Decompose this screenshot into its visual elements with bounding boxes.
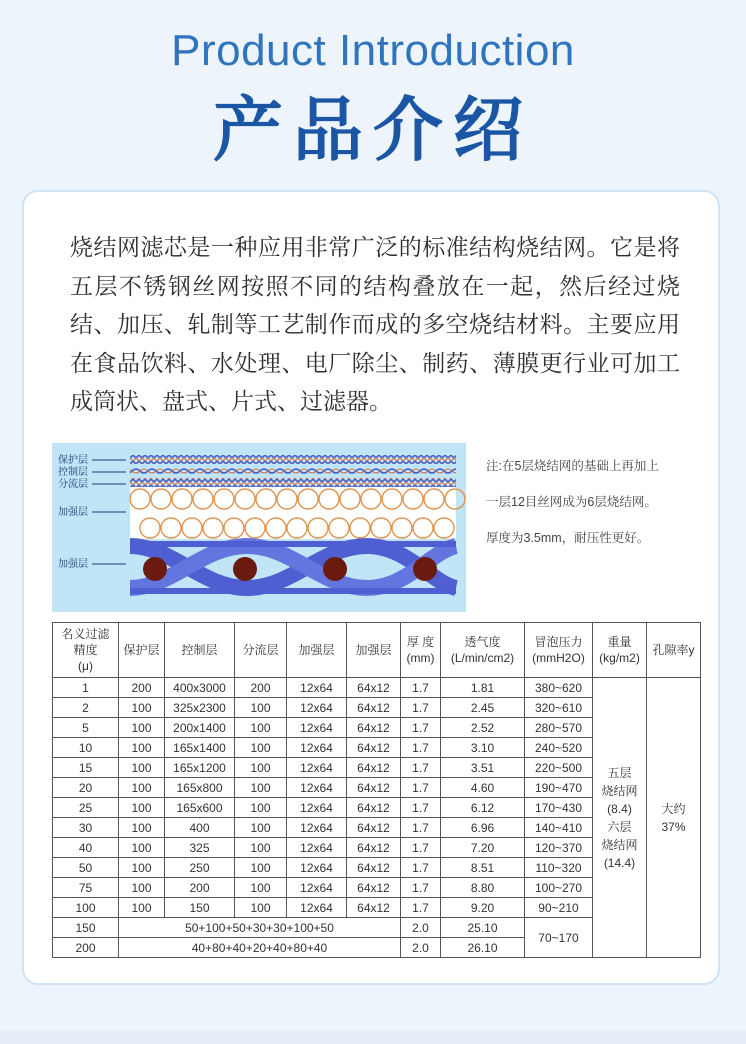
table-cell: 100 [235,738,287,758]
table-cell: 100 [235,858,287,878]
table-cell: 400 [165,818,235,838]
table-cell: 50+100+50+30+30+100+50 [119,918,401,938]
note-line-3: 厚度为3.5mm，耐压性更好。 [486,531,650,545]
table-cell: 12x64 [287,818,347,838]
table-cell: 25 [53,798,119,818]
table-cell: 100 [119,838,165,858]
weight-line: (8.4) [607,801,632,816]
table-cell: 165x1400 [165,738,235,758]
table-cell: 1.7 [401,898,441,918]
header-weight: 重量 (kg/m2) [593,623,647,678]
table-cell: 12x64 [287,798,347,818]
table-cell: 12x64 [287,778,347,798]
table-cell: 100 [235,698,287,718]
table-cell: 100 [235,818,287,838]
table-cell: 100 [119,778,165,798]
table-cell: 100 [119,758,165,778]
table-cell: 1.7 [401,858,441,878]
table-cell: 100 [235,758,287,778]
table-cell: 165x800 [165,778,235,798]
table-cell: 100 [119,718,165,738]
table-cell: 100 [119,798,165,818]
table-cell: 12x64 [287,838,347,858]
table-cell: 120~370 [525,838,593,858]
header-control: 控制层 [165,623,235,678]
table-cell: 150 [165,898,235,918]
table-cell: 165x600 [165,798,235,818]
diverge-layer [130,478,456,487]
table-cell: 75 [53,878,119,898]
table-cell: 2.45 [441,698,525,718]
table-cell: 100 [235,718,287,738]
table-cell: 64x12 [347,758,401,778]
table-cell: 9.20 [441,898,525,918]
bottom-strip [0,1030,746,1044]
porosity-cell [647,678,701,958]
weight-cell [593,678,647,958]
table-cell: 170~430 [525,798,593,818]
table-cell: 200x1400 [165,718,235,738]
table-cell: 7.20 [441,838,525,858]
table-cell: 200 [235,678,287,698]
table-cell: 280~570 [525,718,593,738]
table-cell: 64x12 [347,878,401,898]
header-permeability: 透气度 (L/min/cm2) [441,623,525,678]
table-cell: 325x2300 [165,698,235,718]
table-cell: 64x12 [347,678,401,698]
table-cell: 2.0 [401,938,441,958]
table-cell: 1.7 [401,818,441,838]
wire-dot [233,557,257,581]
table-cell: 70~170 [525,918,593,958]
table-cell: 100 [235,798,287,818]
header-reinforce-1: 加强层 [287,623,347,678]
table-row [53,678,701,698]
note-line-1: 注:在5层烧结网的基础上再加上 [486,459,659,473]
header-bubble: 冒泡压力 (mmH2O) [525,623,593,678]
table-cell: 64x12 [347,718,401,738]
table-cell: 6.12 [441,798,525,818]
note [486,456,716,564]
wire-dot [143,557,167,581]
table-cell: 1.7 [401,798,441,818]
table-cell: 8.80 [441,878,525,898]
table-cell: 2.0 [401,918,441,938]
table-cell: 10 [53,738,119,758]
table-cell: 4.60 [441,778,525,798]
note-line-2: 一层12目丝网成为6层烧结网。 [486,495,657,509]
table-cell: 40 [53,838,119,858]
table-cell: 100 [119,898,165,918]
table-cell: 2.52 [441,718,525,738]
table-cell: 1 [53,678,119,698]
table-cell: 1.7 [401,758,441,778]
header-porosity: 孔隙率y [647,623,701,678]
diagram-label-control: 控制层 [58,467,88,478]
diagram-label-diverge: 分流层 [58,479,88,490]
table-cell: 1.7 [401,718,441,738]
diagram-label-protect: 保护层 [58,455,88,466]
table-cell: 12x64 [287,758,347,778]
layer-diagram-svg [52,443,466,612]
porosity-line: 37% [661,819,686,834]
weight-line: 烧结网 [601,783,638,798]
table-cell: 200 [53,938,119,958]
table-cell: 12x64 [287,678,347,698]
header-protect: 保护层 [119,623,165,678]
table-cell: 90~210 [525,898,593,918]
table-cell: 64x12 [347,798,401,818]
title-cn: 产品介绍 [213,91,533,169]
control-layer [130,466,456,476]
table-cell: 380~620 [525,678,593,698]
table-cell: 64x12 [347,698,401,718]
wire-dot [323,557,347,581]
table-cell: 1.7 [401,698,441,718]
table-cell: 64x12 [347,818,401,838]
diagram-label-reinforce-1: 加强层 [58,507,88,518]
table-header-row [53,623,701,678]
header-thickness: 厚 度 (mm) [401,623,441,678]
table-cell: 64x12 [347,838,401,858]
table-cell: 100~270 [525,878,593,898]
table-cell: 1.7 [401,838,441,858]
table-cell: 6.96 [441,818,525,838]
table-cell: 190~470 [525,778,593,798]
table-cell: 12x64 [287,698,347,718]
weight-line: (14.4) [603,855,636,870]
spec-table [52,622,701,958]
table-cell: 20 [53,778,119,798]
table-cell: 320~610 [525,698,593,718]
table-cell: 26.10 [441,938,525,958]
wire-dot [413,557,437,581]
table-cell: 100 [119,878,165,898]
table-cell: 1.81 [441,678,525,698]
table-cell: 200 [119,678,165,698]
table-cell: 2 [53,698,119,718]
table-cell: 165x1200 [165,758,235,778]
weight-line: 五层 [607,765,632,780]
table-cell: 100 [119,738,165,758]
table-cell: 3.10 [441,738,525,758]
table-cell: 100 [235,778,287,798]
table-cell: 220~500 [525,758,593,778]
table-cell: 200 [165,878,235,898]
table-cell: 3.51 [441,758,525,778]
table-cell: 12x64 [287,738,347,758]
table-cell: 140~410 [525,818,593,838]
porosity-line: 大约 [661,801,686,816]
title-en: Product Introduction [171,26,575,75]
protect-layer [130,455,456,464]
diagram-label-reinforce-2: 加强层 [58,559,88,570]
intro-paragraph: 烧结网滤芯是一种应用非常广泛的标准结构烧结网。它是将五层不锈钢丝网按照不同的结构叠放在一起，然后经过烧结、加压、轧制等工艺制作而成的多空烧结材料。主要应用在食品饮料、水处理、电厂除尘、制药、薄膜更行业可加工成筒状、盘式、片式、过滤器。 [70,234,680,414]
table-cell: 50 [53,858,119,878]
table-cell: 1.7 [401,678,441,698]
table-cell: 40+80+40+20+40+80+40 [119,938,401,958]
table-cell: 8.51 [441,858,525,878]
table-cell: 1.7 [401,778,441,798]
table-cell: 64x12 [347,898,401,918]
table-cell: 250 [165,858,235,878]
table-cell: 1.7 [401,878,441,898]
table-cell: 100 [53,898,119,918]
table-cell: 1.7 [401,738,441,758]
table-cell: 12x64 [287,858,347,878]
weight-line: 六层 [607,819,632,834]
table-cell: 12x64 [287,898,347,918]
table-cell: 150 [53,918,119,938]
table-cell: 64x12 [347,778,401,798]
table-cell: 12x64 [287,718,347,738]
table-cell: 100 [235,838,287,858]
table-cell: 325 [165,838,235,858]
table-cell: 400x3000 [165,678,235,698]
table-cell: 100 [235,898,287,918]
weight-line: 烧结网 [601,837,638,852]
table-cell: 100 [119,818,165,838]
table-cell: 64x12 [347,858,401,878]
layer-diagram [52,443,466,612]
table-cell: 110~320 [525,858,593,878]
table-cell: 5 [53,718,119,738]
table-cell: 15 [53,758,119,778]
table-cell: 240~520 [525,738,593,758]
table-cell: 30 [53,818,119,838]
table-cell: 100 [119,698,165,718]
table-cell: 100 [119,858,165,878]
table-cell: 12x64 [287,878,347,898]
table-cell: 64x12 [347,738,401,758]
header-precision: 名义过滤 精度 (μ) [53,623,119,678]
table-cell: 100 [235,878,287,898]
header-reinforce-2: 加强层 [347,623,401,678]
header-diverge: 分流层 [235,623,287,678]
table-cell: 25.10 [441,918,525,938]
